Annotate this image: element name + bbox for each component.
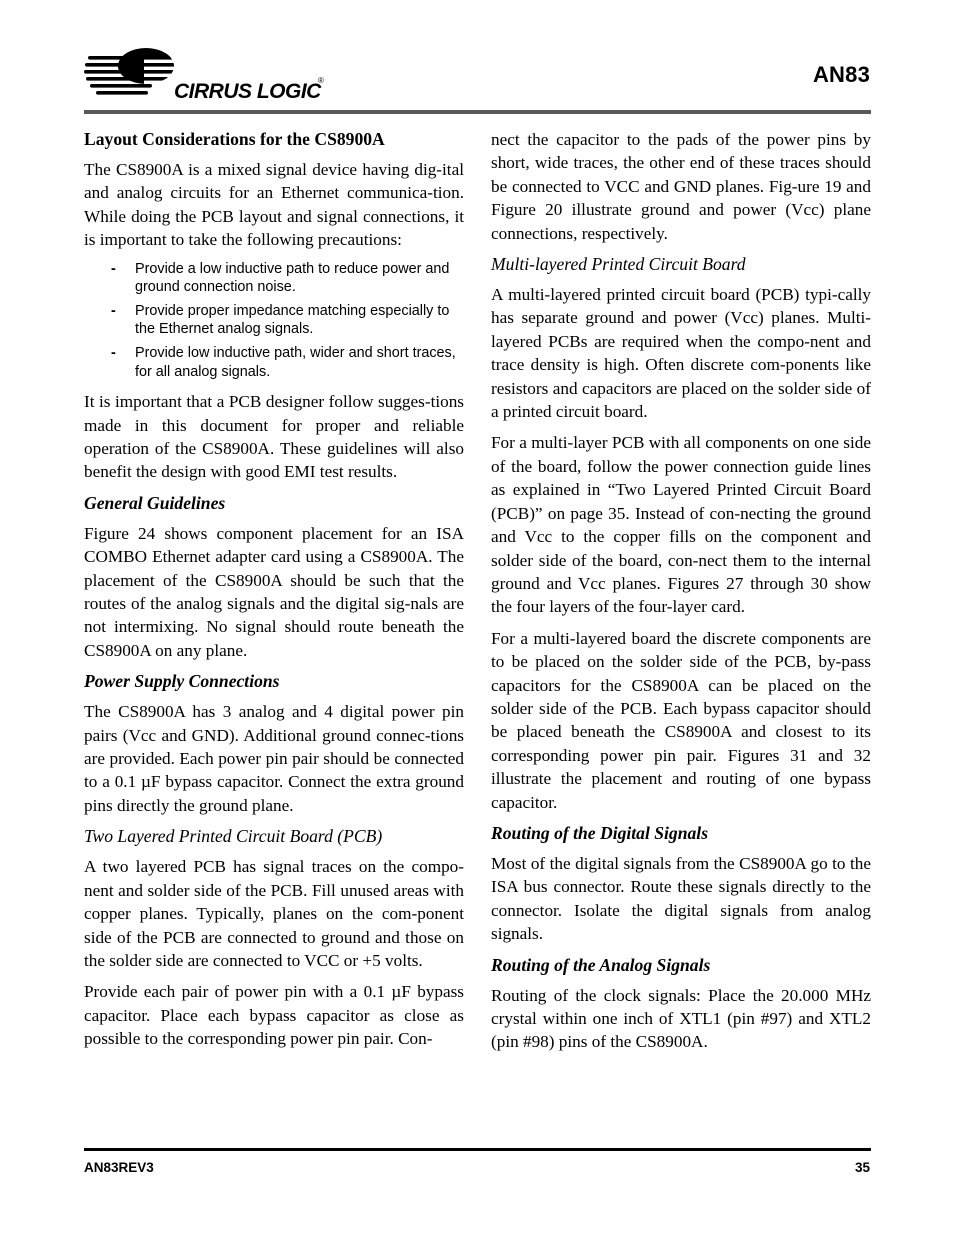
list-item-text: Provide proper impedance matching especially to the Ethernet analog signals. (135, 302, 450, 338)
subsection-heading-multi-layer: Multi-layered Printed Circuit Board (491, 254, 746, 275)
section-heading-digital: Routing of the Digital Signals (491, 822, 709, 843)
general-paragraph: Figure 24 shows component placement for an ISA COMBO Ethernet adapter card using a CS8900A. The placement of the CS8900A should be such that the routes of the analog signals and the digital sig-nals are not intermixing. No signal should route beneath the CS8900A on any plane. (84, 523, 464, 660)
list-item-text: Provide low inductive path, wider and short traces, for all analog signals. (135, 345, 456, 380)
registered-mark: ® (318, 76, 324, 85)
document-id: AN83 (812, 62, 870, 87)
right-column (491, 128, 871, 1062)
cirrus-logic-logo-mark (84, 46, 334, 104)
brand-name: CIRRUS LOGIC (174, 80, 321, 103)
list-item (111, 302, 464, 339)
intro-paragraph: The CS8900A is a mixed signal device having dig-ital and analog circuits for an Ethernet communica-tion. While doing the PCB layout and signal connections, it is important to take the following precautions: (84, 160, 464, 250)
two-layer-paragraph: A two layered PCB has signal traces on the compo-nent and solder side of the PCB. Fill unused areas with copper planes. Typically, planes on the com-ponent side of the PCB are connected to ground and those on the solder side are connected to VCC or +5 volts. (84, 857, 464, 970)
bypass-paragraph: Provide each pair of power pin with a 0.1 µF bypass capacitor. Place each bypass capacitor as close as possible to the corresponding power pin pair. Con- (84, 982, 464, 1049)
list-item-text: Provide a low inductive path to reduce power and ground connection noise. (135, 260, 450, 296)
section-heading-analog: Routing of the Analog Signals (491, 954, 711, 975)
section-heading-layout: Layout Considerations for the CS8900A (84, 129, 385, 149)
multi-layer-paragraph-3: For a multi-layered board the discrete components are to be placed on the solder side of the PCB, by-pass capacitors for the CS8900A can be placed on the solder side of the PCB. Each bypass capacitor should be placed beneath the CS8900A and closest to its corresponding power pin pair. Figures 31 and 32 illustrate the placement and routing of one bypass capacitor. (491, 628, 871, 812)
section-heading-general: General Guidelines (84, 492, 226, 513)
bullet-dash: - (111, 302, 116, 319)
multi-layer-paragraph-1: A multi-layered printed circuit board (PCB) typi-cally has separate ground and power (Vcc) planes. Multi-layered PCBs are required when the compo-nent and trace density is high. Often discrete com-ponents like resistors and capacitors are placed on the solder side of a printed circuit board. (491, 285, 871, 422)
continuation-paragraph: nect the capacitor to the pads of the power pins by short, wide traces, the other end of these traces should be connected to VCC and GND planes. Fig-ure 19 and Figure 20 illustrate ground and power (Vcc) plane connections, respectively. (491, 130, 871, 243)
footer-rule (84, 1148, 871, 1151)
header-rule (84, 110, 871, 114)
cirrus-logic-logo (84, 46, 334, 104)
bullet-dash: - (111, 260, 116, 277)
multi-layer-paragraph-2: For a multi-layer PCB with all components on one side of the board, follow the power connection guide lines as explained in “Two Layered Printed Circuit Board (PCB)” on page 35. Instead of con-necting the ground and Vcc to the copper fills on the component and solder side of the board, con-nect them to the internal ground and Vcc planes. Figures 27 through 30 show the four layers of the four-layer card. (491, 433, 871, 617)
page-number: 35 (854, 1160, 870, 1175)
list-item (111, 260, 464, 297)
bullet-dash: - (111, 345, 116, 361)
section-heading-power: Power Supply Connections (84, 671, 280, 692)
power-paragraph: The CS8900A has 3 analog and 4 digital power pin pairs (Vcc and GND). Additional ground connec-tions are provided. Each power pin pair should be connected to a 0.1 µF bypass capacitor. Connect the extra ground pins directly the ground plane. (84, 702, 464, 815)
left-column (84, 128, 464, 1059)
precautions-list (84, 260, 464, 382)
document-revision: AN83REV3 (84, 1160, 154, 1175)
guideline-paragraph: It is important that a PCB designer follow sugges-tions made in this document for proper and reliable operation of the CS8900A. These guidelines will also benefit the design with good EMI test results. (84, 392, 464, 482)
digital-paragraph: Most of the digital signals from the CS8900A go to the ISA bus connector. Route these signals directly to the connector. Isolate the digital signals from analog signals. (491, 853, 871, 944)
list-item (111, 344, 464, 381)
subsection-heading-two-layer: Two Layered Printed Circuit Board (PCB) (84, 826, 383, 847)
analog-paragraph: Routing of the clock signals: Place the 20.000 MHz crystal within one inch of XTL1 (pin #97) and XTL2 (pin #98) pins of the CS8900A. (491, 985, 871, 1052)
